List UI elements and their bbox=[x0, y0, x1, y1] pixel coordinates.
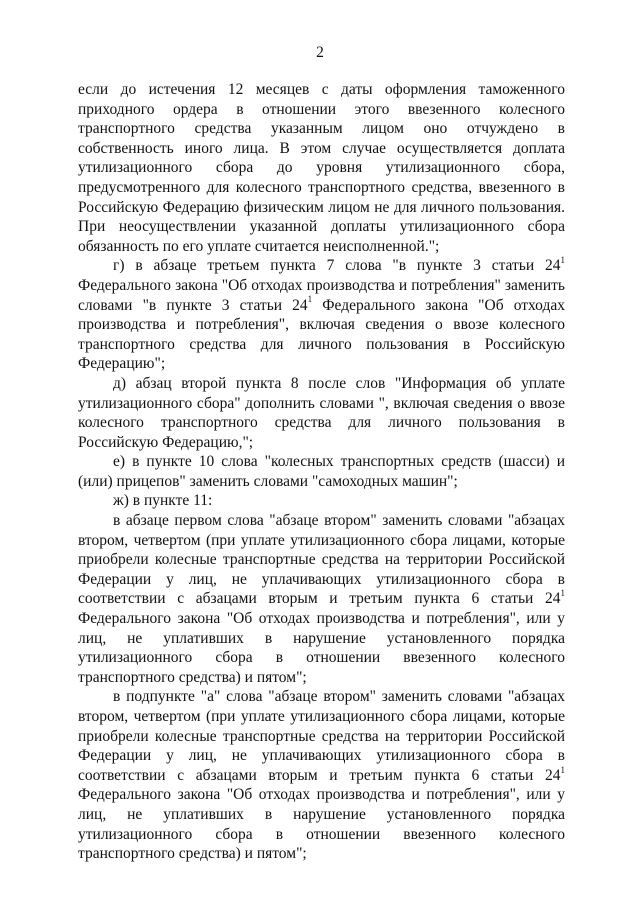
paragraph-text: Федерального закона "Об отходах производства и потребления", включая сведения о ввозе колесного транспортного средства для личного пользования в Российскую Федерацию"; bbox=[78, 296, 565, 373]
paragraph-text: Федерального закона "Об отходах производства и потребления", или у лиц, не уплативших в нарушение установленного порядка утилизационного сбора в отношении ввезенного колесного транспортного средства) и пятом"; bbox=[78, 786, 565, 863]
page-number: 2 bbox=[316, 44, 324, 61]
paragraph bbox=[78, 491, 565, 511]
paragraph bbox=[78, 256, 565, 374]
paragraph-text: ж) в пункте 11: bbox=[113, 492, 213, 510]
superscript-index: 1 bbox=[307, 294, 313, 305]
document-body bbox=[78, 80, 565, 864]
paragraph bbox=[78, 511, 565, 687]
paragraph bbox=[78, 687, 565, 863]
paragraph-text: Федерального закона "Об отходах производства и потребления" заменить словами "в пункте 3 статьи 24 bbox=[78, 276, 565, 314]
paragraph bbox=[78, 80, 565, 256]
paragraph-text: е) в пункте 10 слова "колесных транспортных средств (шасси) и (или) прицепов" заменить словами "самоходных машин"; bbox=[78, 453, 565, 490]
paragraph-text: г) в абзаце третьем пункта 7 слова "в пункте 3 статьи 24 bbox=[113, 257, 561, 275]
superscript-index: 1 bbox=[560, 764, 565, 775]
superscript-index: 1 bbox=[560, 255, 565, 266]
paragraph-text: если до истечения 12 месяцев с даты оформления таможенного приходного ордера в отношении этого ввезенного колесного транспортного средства указанным лицом оно отчуждено в собственность иного лица. В этом случае осуществляется доплата утилизационного сбора до уровня утилизационного сбора, предусмотренного для колесного транспортного средства, ввезенного в Российскую Федерацию физическим лицом не для личного пользования. При неосуществлении указанной доплаты утилизационного сбора обязанность по его уплате считается неисполненной."; bbox=[78, 81, 565, 255]
paragraph bbox=[78, 374, 565, 452]
paragraph-text: в абзаце первом слова "абзаце втором" заменить словами "абзацах втором, четвертом (при уплате утилизационного сбора лицами, которые приобрели колесные транспортные средства на территории Российской Федерации у лиц, не уплачивающих утилизационного сбора в соответствии с абзацами вторым и третьим пункта 6 статьи 24 bbox=[78, 512, 565, 608]
paragraph bbox=[78, 452, 565, 491]
paragraph-text: в подпункте "а" слова "абзаце втором" заменить словами "абзацах втором, четвертом (при уплате утилизационного сбора лицами, которые приобрели колесные транспортные средства на территории Российской Федерации у лиц, не уплачивающих утилизационного сбора в соответствии с абзацами вторым и третьим пункта 6 статьи 24 bbox=[78, 688, 565, 784]
paragraph-text: д) абзац второй пункта 8 после слов "Информация об уплате утилизационного сбора" дополнить словами ", включая сведения о ввозе колесного транспортного средства для личного пользования в Российскую Федерацию,"; bbox=[78, 374, 565, 451]
paragraph-text: Федерального закона "Об отходах производства и потребления", или у лиц, не уплативших в нарушение установленного порядка утилизационного сбора в отношении ввезенного колесного транспортного средства) и пятом"; bbox=[78, 610, 565, 686]
superscript-index: 1 bbox=[560, 588, 565, 599]
